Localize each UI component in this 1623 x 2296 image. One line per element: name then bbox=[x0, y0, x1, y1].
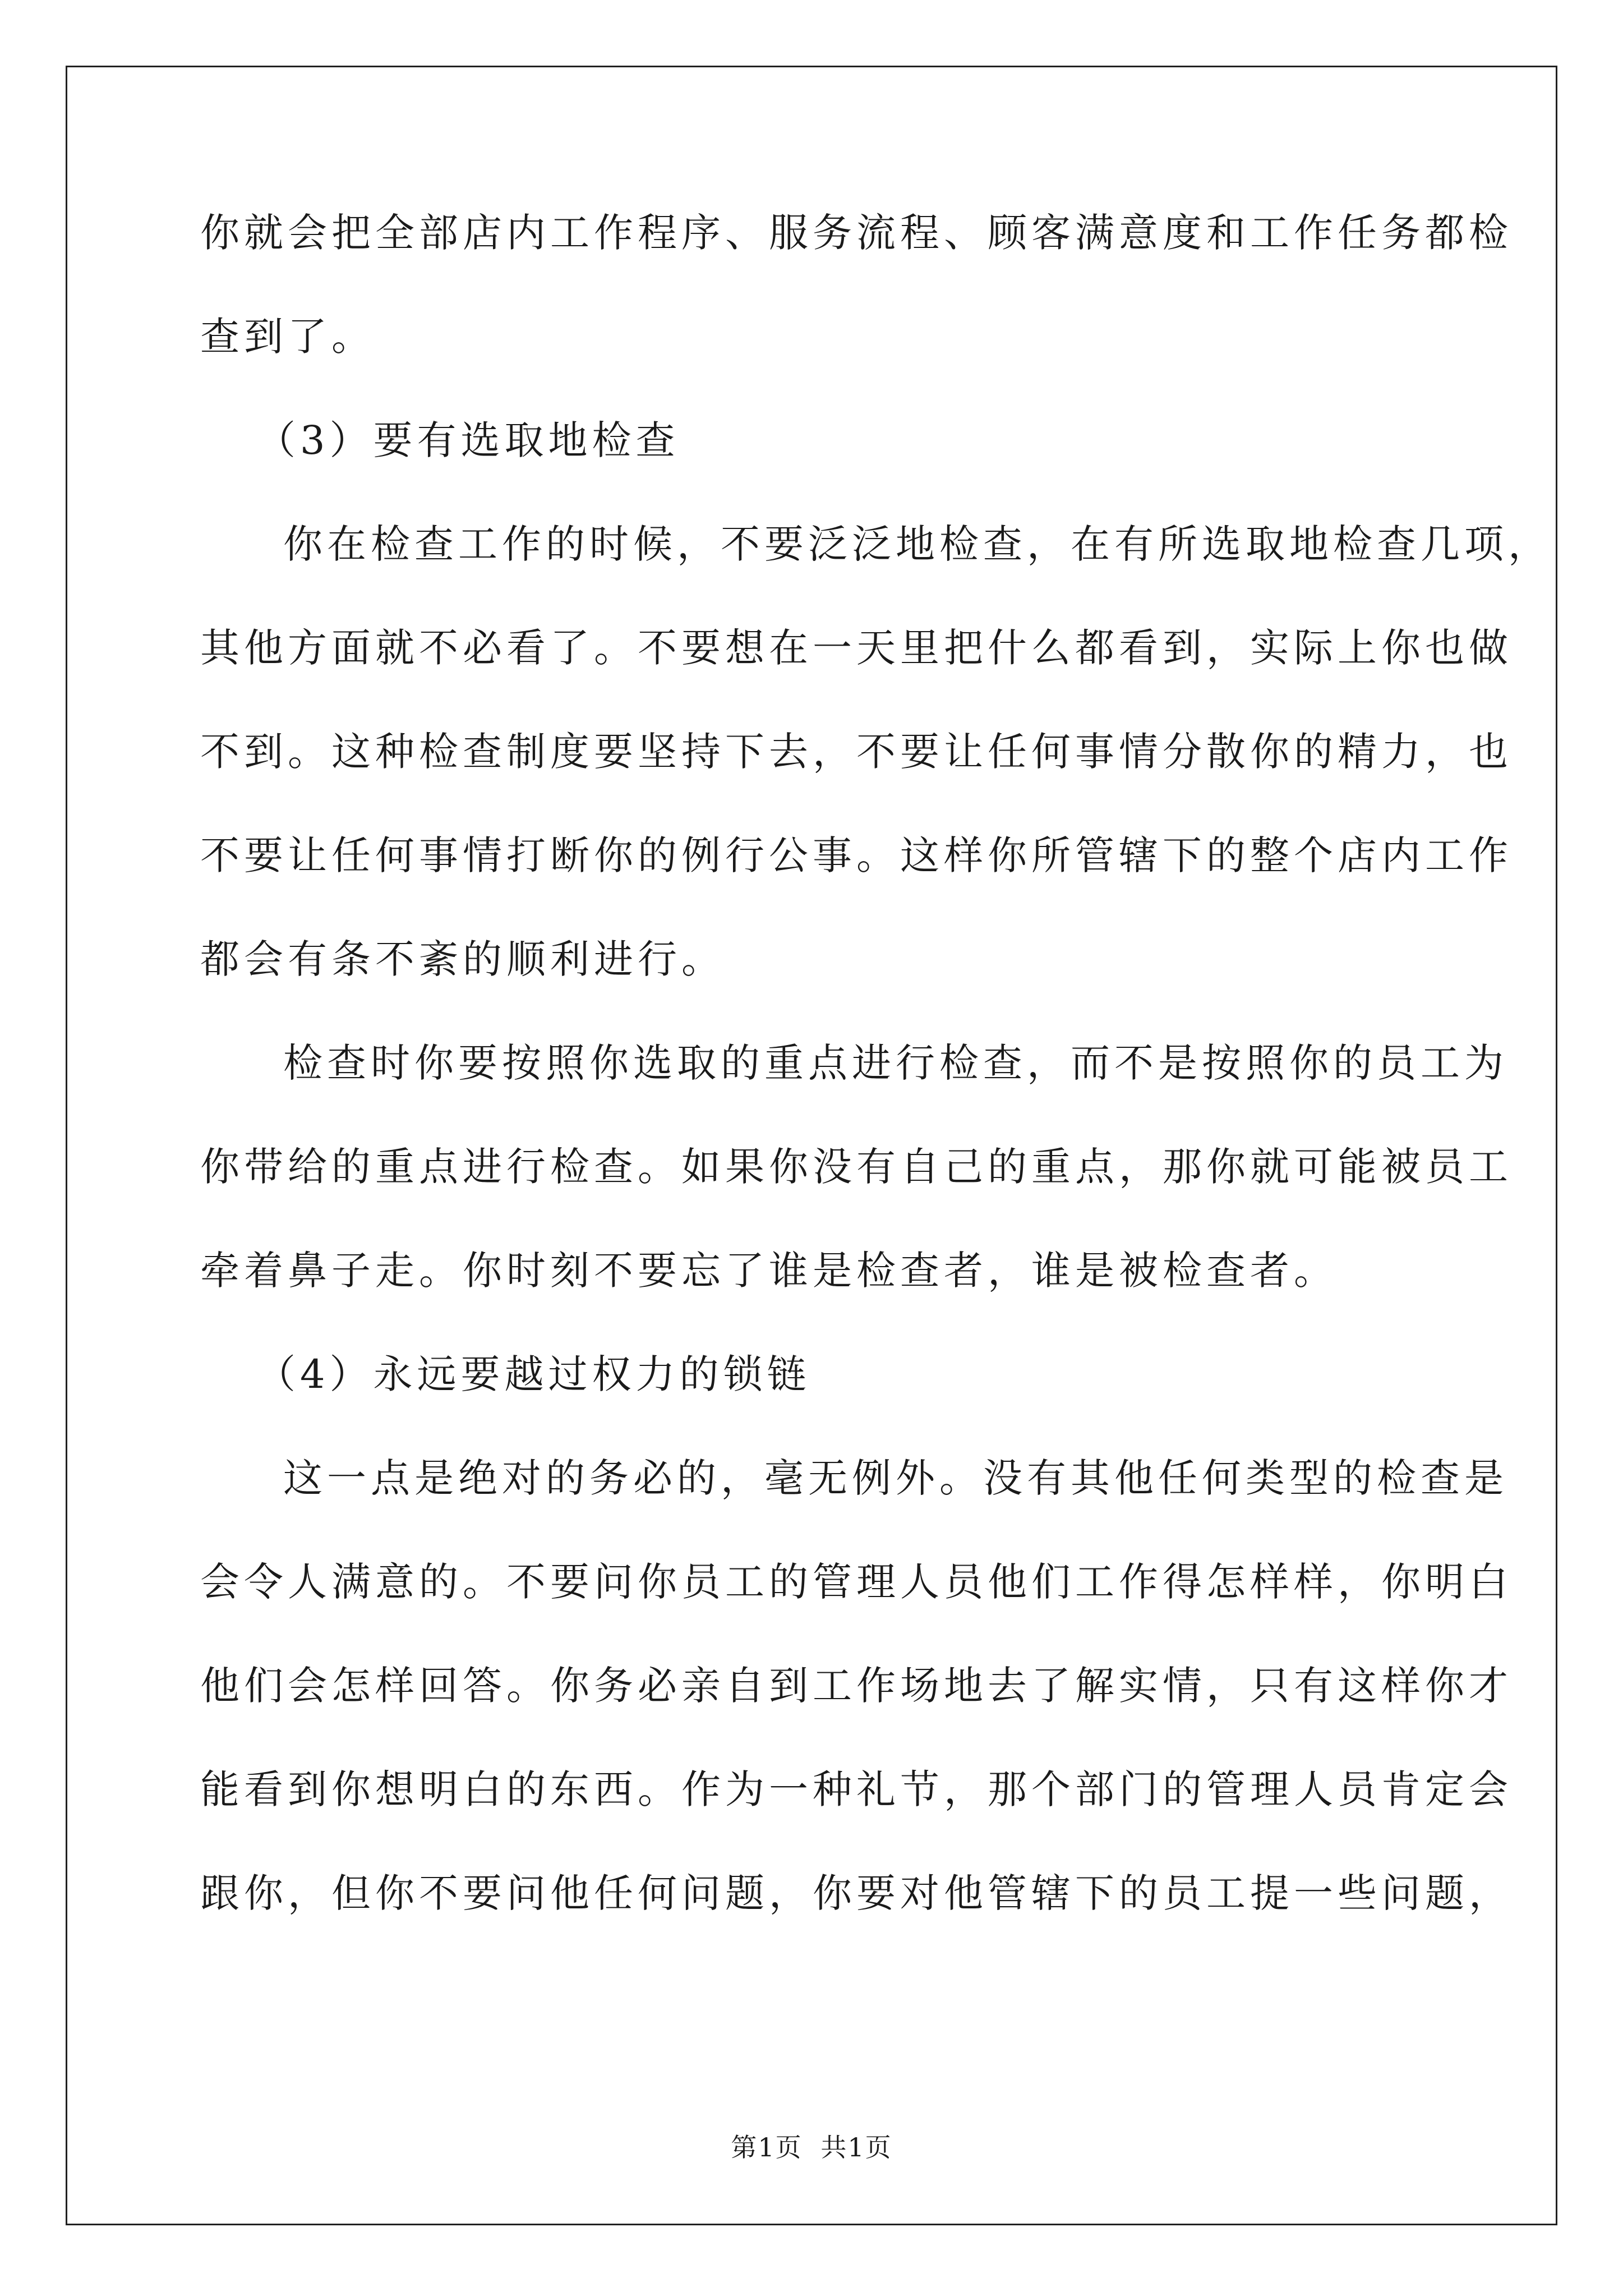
body-line: 牵着鼻子走。你时刻不要忘了谁是检查者，谁是被检查者。 bbox=[200, 1248, 1338, 1294]
body-line: 查到了。 bbox=[200, 314, 375, 360]
body-line: 能看到你想明白的东西。作为一种礼节，那个部门的管理人员肯定会 bbox=[200, 1766, 1513, 1812]
document-body bbox=[200, 210, 1552, 1977]
page-footer bbox=[0, 2134, 1623, 2160]
body-line: 会令人满意的。不要问你员工的管理人员他们工作得怎样样，你明白 bbox=[200, 1559, 1513, 1605]
body-line: 跟你，但你不要问他任何问题，你要对他管辖下的员工提一些问题， bbox=[200, 1870, 1513, 1916]
section-heading: （3）要有选取地检查 bbox=[256, 417, 680, 463]
paragraph-start-line: 这一点是绝对的务必的，毫无例外。没有其他任何类型的检查是 bbox=[283, 1455, 1508, 1501]
paragraph-start-line: 你在检查工作的时候，不要泛泛地检查，在有所选取地检查几项， bbox=[283, 521, 1552, 567]
body-line: 他们会怎样回答。你务必亲自到工作场地去了解实情，只有这样你才 bbox=[200, 1663, 1513, 1709]
body-line: 都会有条不紊的顺利进行。 bbox=[200, 936, 725, 982]
body-line: 其他方面就不必看了。不要想在一天里把什么都看到，实际上你也做 bbox=[200, 625, 1513, 671]
section-heading: （4）永远要越过权力的锁链 bbox=[256, 1351, 811, 1397]
body-line: 不到。这种检查制度要坚持下去，不要让任何事情分散你的精力，也 bbox=[200, 729, 1513, 775]
page-number: 第1页 bbox=[731, 2132, 803, 2162]
body-line: 你就会把全部店内工作程序、服务流程、顾客满意度和工作任务都检 bbox=[200, 210, 1513, 256]
body-line: 不要让任何事情打断你的例行公事。这样你所管辖下的整个店内工作 bbox=[200, 832, 1513, 878]
page-total: 共1页 bbox=[820, 2132, 892, 2162]
body-line: 你带给的重点进行检查。如果你没有自己的重点，那你就可能被员工 bbox=[200, 1144, 1513, 1190]
paragraph-start-line: 检查时你要按照你选取的重点进行检查，而不是按照你的员工为 bbox=[283, 1040, 1508, 1086]
